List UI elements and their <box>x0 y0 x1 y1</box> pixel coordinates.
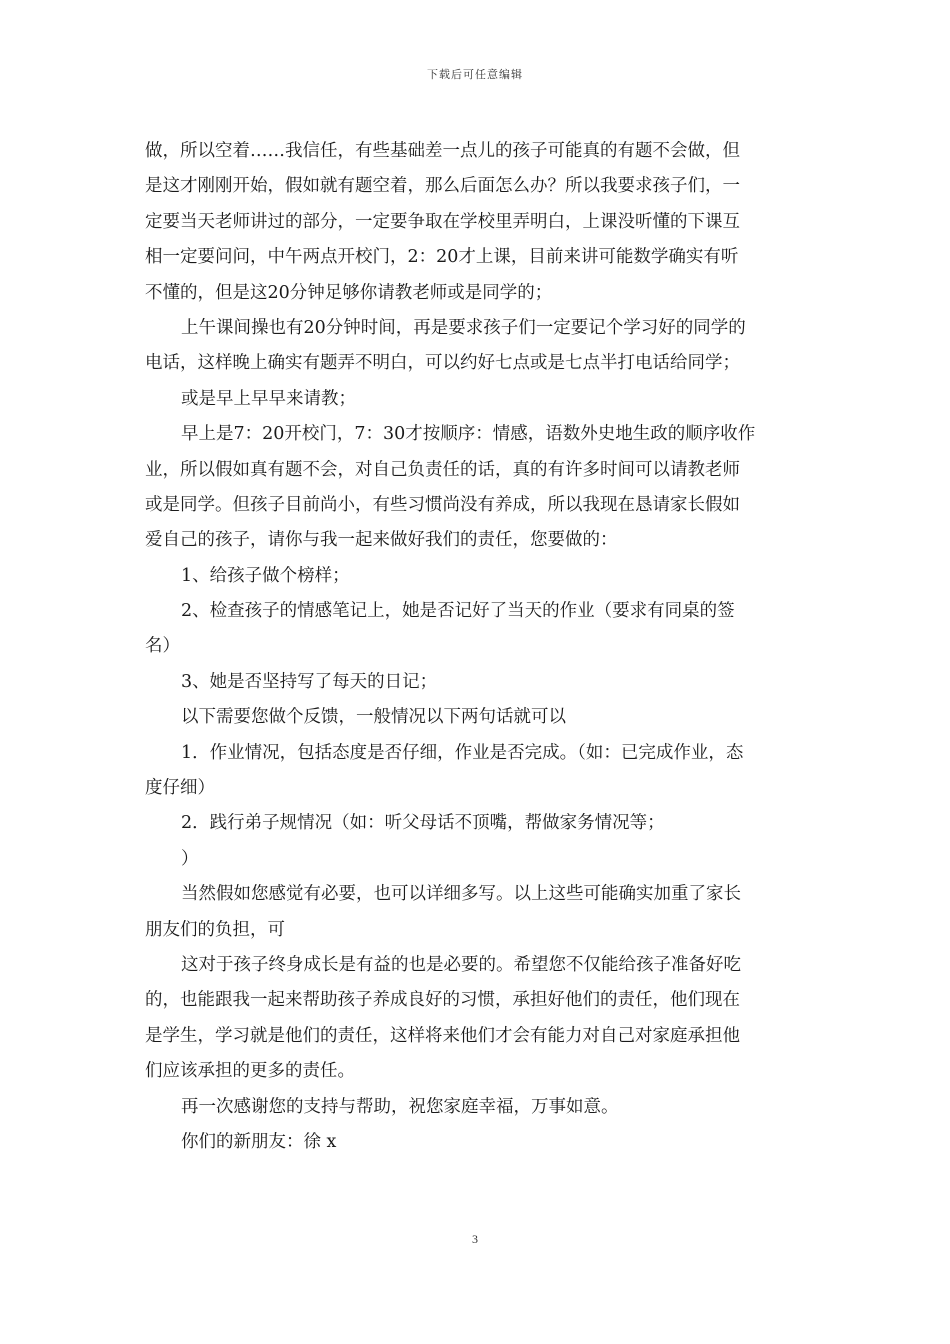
text-line: 2、检查孩子的情感笔记上，她是否记好了当天的作业（要求有同桌的签 <box>181 601 735 622</box>
text-line: 是学生，学习就是他们的责任，这样将来他们才会有能力对自己对家庭承担他 <box>145 1025 740 1046</box>
text-line: 以下需要您做个反馈，一般情况以下两句话就可以 <box>181 707 566 728</box>
text-line: 做，所以空着……我信任，有些基础差一点儿的孩子可能真的有题不会做，但 <box>145 141 740 161</box>
text-line: 或是同学。但孩子目前尚小，有些习惯尚没有养成，所以我现在恳请家长假如 <box>145 494 740 515</box>
text-line: 朋友们的负担，可 <box>145 919 285 940</box>
text-line: 你们的新朋友：徐 x <box>181 1131 337 1152</box>
text-line: 2．践行弟子规情况（如：听父母话不顶嘴，帮做家务情况等； <box>181 813 665 834</box>
text-line: 名） <box>145 636 180 657</box>
page-header: 下载后可任意编辑 <box>427 68 523 81</box>
text-line: 或是早上早早来请教； <box>181 388 356 409</box>
text-line: ） <box>181 848 199 869</box>
text-line: 上午课间操也有20分钟时间，再是要求孩子们一定要记个学习好的同学的 <box>181 317 746 338</box>
text-line: 当然假如您感觉有必要，也可以详细多写。以上这些可能确实加重了家长 <box>181 884 741 905</box>
text-line: 们应该承担的更多的责任。 <box>145 1061 355 1082</box>
text-line: 的，也能跟我一起来帮助孩子养成良好的习惯，承担好他们的责任，他们现在 <box>145 990 740 1011</box>
text-line: 业，所以假如真有题不会，对自己负责任的话，真的有许多时间可以请教老师 <box>145 459 740 480</box>
text-line: 度仔细） <box>145 778 215 799</box>
text-line: 3、她是否坚持写了每天的日记； <box>181 671 438 692</box>
text-line: 不懂的，但是这20分钟足够你请教老师或是同学的； <box>145 282 553 303</box>
text-line: 定要当天老师讲过的部分，一定要争取在学校里弄明白，上课没听懂的下课互 <box>145 211 740 232</box>
text-line: 爱自己的孩子，请你与我一起来做好我们的责任，您要做的： <box>145 530 618 551</box>
text-line: 1．作业情况，包括态度是否仔细，作业是否完成。（如：已完成作业，态 <box>181 742 744 763</box>
page-number: 3 <box>472 1232 478 1246</box>
text-line: 相一定要问问，中午两点开校门，2：20才上课，目前来讲可能数学确实有听 <box>145 247 739 268</box>
document-body <box>145 134 807 1160</box>
text-line: 再一次感谢您的支持与帮助，祝您家庭幸福，万事如意。 <box>181 1096 619 1117</box>
text-line: 这对于孩子终身成长是有益的也是必要的。希望您不仅能给孩子准备好吃 <box>181 954 741 975</box>
text-line: 电话，这样晚上确实有题弄不明白，可以约好七点或是七点半打电话给同学； <box>145 353 740 374</box>
text-line: 早上是7：20开校门，7：30才按顺序：情感，语数外史地生政的顺序收作 <box>181 424 756 445</box>
text-line: 1、给孩子做个榜样； <box>181 565 350 586</box>
text-line: 是这才刚刚开始，假如就有题空着，那么后面怎么办？所以我要求孩子们，一 <box>145 176 740 197</box>
